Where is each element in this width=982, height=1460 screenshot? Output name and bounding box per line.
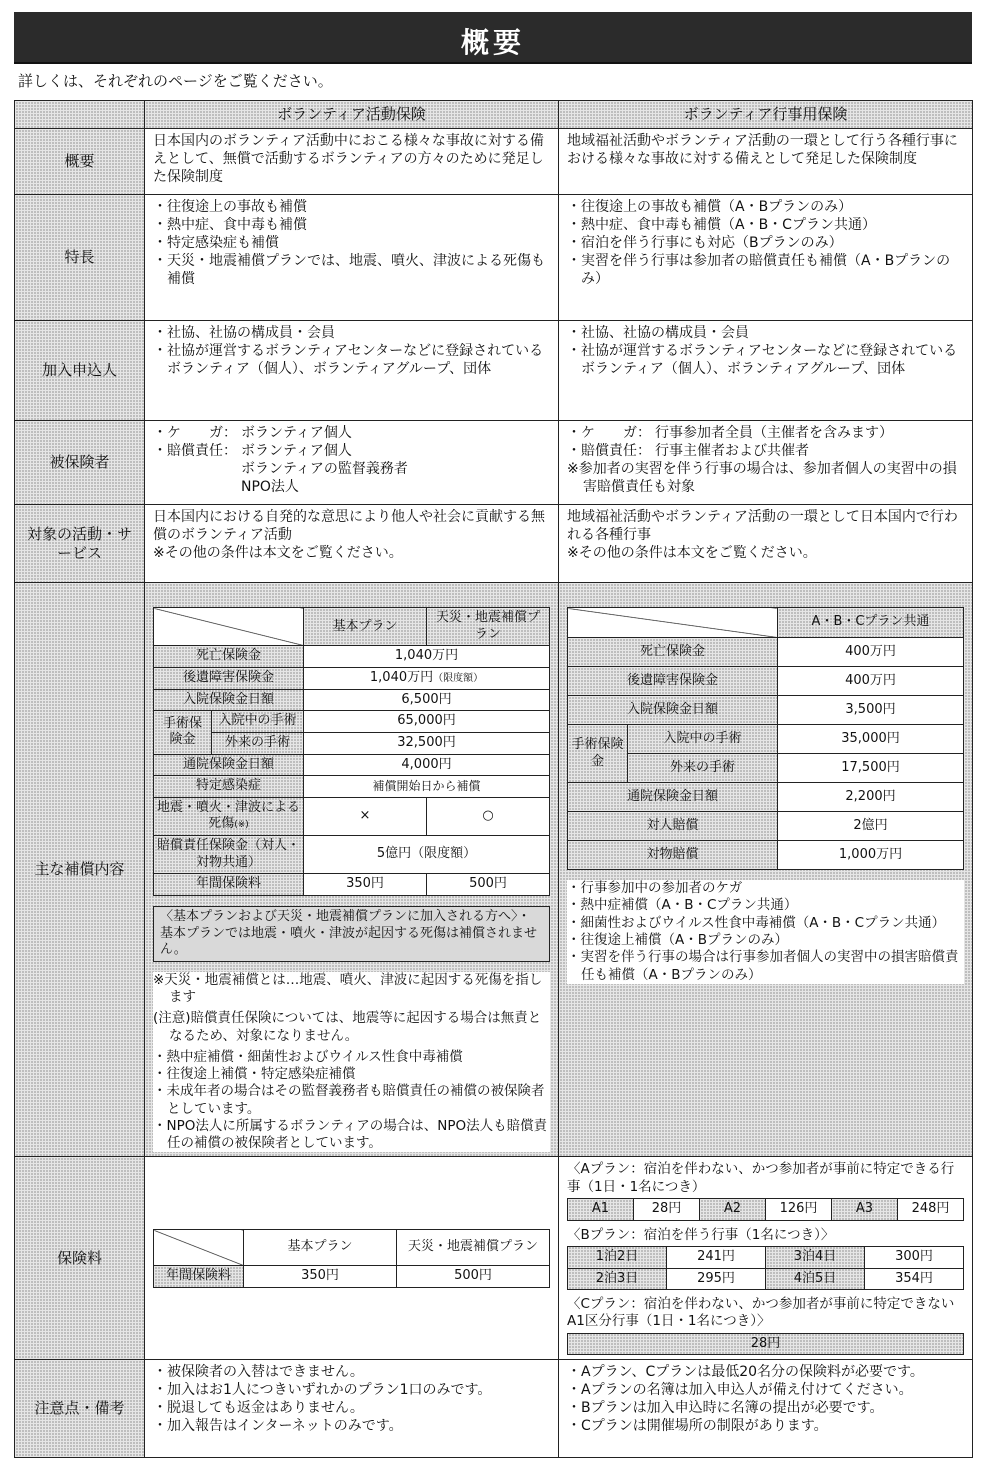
value-surgery-in: 65,000円 (304, 711, 550, 733)
corner-cell (15, 101, 145, 129)
applicant-left (145, 321, 559, 421)
plan-b-value: 241円 (667, 1246, 766, 1268)
coverage-left-bullets (153, 1049, 550, 1153)
premium-left (145, 1157, 559, 1360)
list-item: ・ Cプランは開催場所の制限があります。 (567, 1418, 964, 1436)
row-surgery-out: 外来の手術 (628, 754, 778, 783)
plan-b-desc: 〈Bプラン：宿泊を伴う行事（1名につき）〉 (567, 1226, 835, 1243)
quake-label: 地震・噴火・津波による死傷 (157, 799, 301, 832)
insured-value: ボランティア個人 (241, 425, 352, 442)
list-item: ・ 細菌性およびウイルス性食中毒補償（A・B・Cプラン共通） (567, 915, 964, 932)
notes-left (145, 1360, 559, 1458)
insured-key (153, 479, 241, 497)
note-line: ※天災・地震補償とは…地震、噴火、津波に起因する死傷を指します (153, 971, 543, 1006)
list-item: ・ 特定感染症も補償 (153, 235, 550, 253)
plan-b-value: 295円 (667, 1268, 766, 1290)
column-header-event: ボランティア行事用保険 (559, 101, 973, 129)
insured-value: NPO法人 (241, 478, 299, 495)
plan-c-table (567, 1333, 964, 1356)
activities-right (559, 505, 973, 583)
header-disaster: 天災・地震補償プラン (427, 608, 550, 646)
row-hospital-daily: 入院保険金日額 (568, 696, 778, 725)
row-surgery-in: 入院中の手術 (628, 725, 778, 754)
amount: 1,040万円 (369, 670, 434, 686)
activities-text: 地域福祉活動やボランティア活動の一環として日本国内で行われる各種行事 (567, 509, 958, 544)
plan-b-key: 3泊4日 (766, 1246, 865, 1268)
plan-notice-box: 〈基本プランおよび天災・地震補償プランに加入される方へ〉・基本プランでは地震・噴火・津波が起因する死傷は補償されません。 (153, 906, 550, 962)
list-item: ・ 宿泊を伴う行事にも対応（Bプランのみ） (567, 235, 964, 253)
value-premium-basic: 350円 (304, 874, 427, 896)
insured-key: ・ケ ガ： (567, 425, 651, 442)
list-item: ・ 熱中症補償・細菌性およびウイルス性食中毒補償 (153, 1049, 550, 1066)
row-quake (154, 797, 304, 835)
list-item: ・ 往復途上補償・特定感染症補償 (153, 1066, 550, 1083)
insured-right (559, 421, 973, 505)
value-surgery-out: 32,500円 (304, 732, 550, 754)
plan-b-value: 354円 (865, 1268, 964, 1290)
overview-table (14, 100, 973, 1458)
value-death: 400万円 (778, 638, 964, 667)
coverage-right (559, 583, 973, 1157)
value-outpatient: 4,000円 (304, 754, 550, 776)
insured-value: ボランティアの監督義務者 (241, 461, 408, 477)
list-item: ・ 往復途上の事故も補償（A・Bプランのみ） (567, 199, 964, 217)
row-annual-premium: 年間保険料 (154, 1266, 244, 1288)
list-item: ・ Aプラン、Cプランは最低20名分の保険料が必要です。 (567, 1364, 964, 1382)
value-infection: 補償開始日から補償 (304, 776, 550, 798)
row-death: 死亡保険金 (154, 646, 304, 668)
row-outpatient: 通院保険金日額 (568, 783, 778, 812)
row-label-applicant: 加入申込人 (15, 321, 145, 421)
row-label-notes: 注意点・備考 (15, 1360, 145, 1458)
list-item: ・ 社協、社協の構成員・会員 (153, 325, 550, 343)
row-hospital-daily: 入院保険金日額 (154, 689, 304, 711)
row-surgery-in: 入院中の手術 (212, 711, 304, 733)
row-infection: 特定感染症 (154, 776, 304, 798)
list-item: ・ 往復途上の事故も補償 (153, 199, 550, 217)
list-item: ・ Bプランは加入申込時に名簿の提出が必要です。 (567, 1400, 964, 1418)
value-bodily: 2億円 (778, 812, 964, 841)
coverage-right-bullets (567, 880, 964, 984)
insured-value: 行事参加者全員（主催者を含みます） (655, 425, 893, 442)
premium-right (559, 1157, 973, 1360)
insured-key: ・賠償責任： (567, 443, 651, 460)
insured-left (145, 421, 559, 505)
group-surgery: 手術保険金 (568, 725, 628, 783)
list-item: ・ 熱中症、食中毒も補償（A・B・Cプラン共通） (567, 217, 964, 235)
row-property: 対物賠償 (568, 841, 778, 870)
list-item: ・ 被保険者の入替はできません。 (153, 1364, 550, 1382)
insured-key: ・ケ ガ： (153, 425, 237, 442)
value-basic: 350円 (244, 1266, 397, 1288)
plan-a-value: 126円 (766, 1199, 832, 1221)
value-hospital-daily: 3,500円 (778, 696, 964, 725)
activities-text: 日本国内における自発的な意思により他人や社会に貢献する無償のボランティア活動 (153, 509, 545, 544)
activities-left (145, 505, 559, 583)
value-outpatient: 2,200円 (778, 783, 964, 812)
list-item: ・ Aプランの名簿は加入申込人が備え付けてください。 (567, 1382, 964, 1400)
list-item: ・ 社協が運営するボランティアセンターなどに登録されているボランティア（個人）、ボランティアグループ、団体 (153, 343, 550, 379)
row-label-insured: 被保険者 (15, 421, 145, 505)
row-bodily: 対人賠償 (568, 812, 778, 841)
header-corner (154, 608, 304, 646)
premium-left-table (153, 1229, 550, 1288)
value-premium-disaster: 500円 (427, 874, 550, 896)
list-item: ・ 加入はお1人につきいずれかのプラン1口のみです。 (153, 1382, 550, 1400)
plan-a-key: A1 (568, 1199, 634, 1221)
plan-b-key: 1泊2日 (568, 1246, 667, 1268)
row-premium: 年間保険料 (154, 874, 304, 896)
plan-a-table (567, 1198, 964, 1221)
notes-right (559, 1360, 973, 1458)
coverage-right-table (567, 607, 964, 870)
page-title: 概要 (460, 26, 525, 59)
list-item: ・ 社協が運営するボランティアセンターなどに登録されているボランティア（個人）、ボランティアグループ、団体 (567, 343, 964, 379)
plan-a-value: 248円 (898, 1199, 964, 1221)
value-liability: 5億円（限度額） (304, 836, 550, 874)
overview-left: 日本国内のボランティア活動中におこる様々な事故に対する備えとして、無償で活動するボランティアの方々のために発足した保険制度 (145, 129, 559, 195)
value-property: 1,000万円 (778, 841, 964, 870)
list-item: ・ 実習を伴う行事は参加者の賠償責任も補償（A・Bプランのみ） (567, 253, 964, 289)
list-item: ・ 社協、社協の構成員・会員 (567, 325, 964, 343)
value-quake-basic: × (304, 797, 427, 835)
list-item: ・ 脱退しても返金はありません。 (153, 1400, 550, 1418)
coverage-left-table (153, 607, 550, 896)
header-basic: 基本プラン (244, 1230, 397, 1266)
row-death: 死亡保険金 (568, 638, 778, 667)
list-item: ・ NPO法人に所属するボランティアの場合は、NPO法人も賠償責任の補償の被保険者としています。 (153, 1118, 550, 1153)
row-label-activities: 対象の活動・サービス (15, 505, 145, 583)
value-disability: 400万円 (778, 667, 964, 696)
plan-b-key: 4泊5日 (766, 1268, 865, 1290)
value-death: 1,040万円 (304, 646, 550, 668)
insured-note: ※参加者の実習を伴う行事の場合は、参加者個人の実習中の損害賠償責任も対象 (567, 461, 957, 495)
plan-c-desc: 〈Cプラン：宿泊を伴わない、かつ参加者が事前に特定できないA1区分行事（1日・1名につき）〉 (567, 1296, 955, 1330)
row-disability: 後遺障害保険金 (568, 667, 778, 696)
plan-a-desc: 〈Aプラン：宿泊を伴わない、かつ参加者が事前に特定できる行事（1日・1名につき） (567, 1161, 955, 1195)
coverage-left (145, 583, 559, 1157)
applicant-right (559, 321, 973, 421)
limit-suffix: （限度額） (433, 673, 484, 685)
coverage-left-notes (153, 972, 550, 1153)
row-label-premium: 保険料 (15, 1157, 145, 1360)
note-line: (注意)賠償責任保険については、地震等に起因する場合は無責となるため、対象になりません。 (153, 1010, 542, 1044)
value-hospital-daily: 6,500円 (304, 689, 550, 711)
value-disaster: 500円 (397, 1266, 550, 1288)
row-liability: 賠償責任保険金（対人・対物共通） (154, 836, 304, 874)
list-item: ・ 未成年者の場合はその監督義務者も賠償責任の補償の被保険者としています。 (153, 1083, 550, 1118)
insured-key (153, 461, 241, 479)
list-item: ・ 熱中症、食中毒も補償 (153, 217, 550, 235)
plan-b-key: 2泊3日 (568, 1268, 667, 1290)
quake-mark: (※) (234, 820, 249, 831)
group-surgery: 手術保険金 (154, 711, 212, 754)
list-item: ・ 往復途上補償（A・Bプランのみ） (567, 932, 964, 949)
title-bar (14, 12, 972, 64)
intro-text: 詳しくは、それぞれのページをご覧ください。 (18, 72, 333, 90)
plan-b-value: 300円 (865, 1246, 964, 1268)
features-right (559, 195, 973, 321)
activities-note: ※その他の条件は本文をご覧ください。 (567, 545, 817, 561)
header-abc: A・B・Cプラン共通 (778, 608, 964, 638)
row-disability: 後遺障害保険金 (154, 668, 304, 690)
plan-a-key: A2 (700, 1199, 766, 1221)
header-corner (154, 1230, 244, 1266)
plan-c-value: 28円 (568, 1333, 964, 1355)
row-surgery-out: 外来の手術 (212, 732, 304, 754)
list-item: ・ 熱中症補償（A・B・Cプラン共通） (567, 897, 964, 914)
list-item: ・ 天災・地震補償プランでは、地震、噴火、津波による死傷も補償 (153, 253, 550, 289)
header-basic: 基本プラン (304, 608, 427, 646)
features-left (145, 195, 559, 321)
row-outpatient: 通院保険金日額 (154, 754, 304, 776)
plan-b-table (567, 1246, 964, 1290)
insured-value: ボランティア個人 (241, 443, 352, 460)
value-quake-disaster: ○ (427, 797, 550, 835)
plan-a-key: A3 (832, 1199, 898, 1221)
column-header-volunteer: ボランティア活動保険 (145, 101, 559, 129)
value-surgery-in: 35,000円 (778, 725, 964, 754)
header-corner (568, 608, 778, 638)
list-item: ・ 行事参加中の参加者のケガ (567, 880, 964, 897)
value-disability (304, 668, 550, 690)
activities-note: ※その他の条件は本文をご覧ください。 (153, 545, 403, 561)
overview-right: 地域福祉活動やボランティア活動の一環として行う各種行事における様々な事故に対する備えとして発足した保険制度 (559, 129, 973, 195)
value-surgery-out: 17,500円 (778, 754, 964, 783)
plan-a-value: 28円 (634, 1199, 700, 1221)
row-label-coverage: 主な補償内容 (15, 583, 145, 1157)
row-label-features: 特長 (15, 195, 145, 321)
header-disaster: 天災・地震補償プラン (397, 1230, 550, 1266)
list-item: ・ 実習を伴う行事の場合は行事参加者個人の実習中の損害賠償責任も補償（A・Bプランのみ） (567, 949, 964, 984)
insured-key: ・賠償責任： (153, 443, 237, 460)
insured-value: 行事主催者および共催者 (655, 443, 809, 460)
row-label-overview: 概要 (15, 129, 145, 195)
list-item: ・ 加入報告はインターネットのみです。 (153, 1418, 550, 1436)
